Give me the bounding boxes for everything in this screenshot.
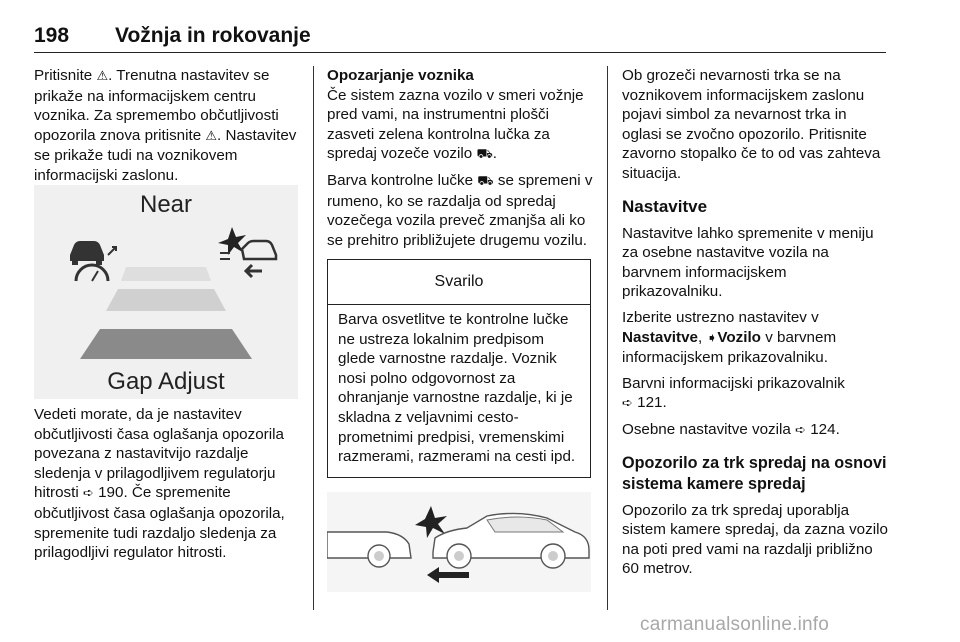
warning-text: Barva osvetlitve te kontrolne lučke ne ustreza lokalnim predpisom glede varnostne razdalje. Voznik nosi polno odgovornost za ohranjanje varnostne razdalje, ki je skladna z veljavnimi cesto-prometnimi predpisi, vremenskimi razmerami, razmerami na cesti ipd. xyxy=(338,311,576,466)
page-reference-icon: ➪ xyxy=(82,486,94,502)
paragraph-personal-settings-ref: Osebne nastavitve vozila ➪ 124. xyxy=(622,420,840,438)
paragraph-camera-fcw: Opozorilo za trk spredaj uporablja sistem kamere spredaj, da zazna vozilo na poti pred vami na razdalji približno 60 metrov. xyxy=(622,501,888,578)
column-2 xyxy=(327,66,593,256)
warning-title: Svarilo xyxy=(328,260,590,305)
menu-arrow-icon: ➧ xyxy=(706,330,718,346)
gap-adjust-illustration xyxy=(34,185,298,399)
column-divider-2 xyxy=(607,66,608,610)
watermark: carmanualsonline.info xyxy=(640,614,830,635)
paragraph-select-setting: Izberite ustrezno nastavitev v Nastavitve, ➧Vozilo v barvnem informacijskem prikazovalniku. xyxy=(622,308,837,367)
distance-bar-medium xyxy=(106,289,226,311)
page-reference[interactable]: 121 xyxy=(637,394,663,412)
figure-label-gap-adjust: Gap Adjust xyxy=(107,368,225,395)
column-1-lower xyxy=(34,405,300,569)
column-divider-1 xyxy=(313,66,314,610)
paragraph-acc-link: Vedeti morate, da je nastavitev občutljivosti časa oglašanja opozorila povezana z nastavitvijo razdalje sledenja v prilagodljivem regulatorju hitrosti ➪ 190. Če spremenite občutljivost časa oglašanja opozorila, spremenite tudi razdaljo sledenja za prilagodljivi regulator hitrosti. xyxy=(34,406,285,562)
collision-illustration xyxy=(327,492,591,592)
section-heading-settings: Nastavitve xyxy=(622,196,708,216)
page-header xyxy=(34,24,886,52)
page-reference-icon: ➪ xyxy=(795,422,806,438)
column-1 xyxy=(34,66,300,192)
gap-button-icon: ⚠ xyxy=(96,69,109,84)
vehicle-ahead-icon: ⛟ xyxy=(476,147,493,163)
paragraph-collision-alert: Ob grozeči nevarnosti trka se na voznikovem informacijskem zaslonu pojavi simbol za nevarnost trka in oglasi se zvočno opozorilo. Pritisnite zavorno stopalko če to od vas zahteva situacija. xyxy=(622,67,881,182)
gap-button-icon: ⚠ xyxy=(205,128,218,144)
page-reference[interactable]: 190 xyxy=(98,484,124,502)
column-3 xyxy=(622,66,888,585)
header-rule xyxy=(34,52,886,53)
collision-illustration-figure xyxy=(327,492,591,592)
distance-bar-near xyxy=(121,267,211,281)
warning-box xyxy=(327,259,591,478)
paragraph-indicator-colour: Barva kontrolne lučke ⛟ se spremeni v rumeno, ko se razdalja od spredaj vozečega vozila preveč zmanjša ali ko se prehitro približujete drugemu vozilu. xyxy=(327,171,593,249)
page-number: 198 xyxy=(34,24,70,47)
paragraph-gap-button: Pritisnite ⚠. Trenutna nastavitev se prikaže na informacijskem centru voznika. Za spremembo občutljivosti opozorila znova pritisnite ⚠. Nastavitev se prikaže tudi na voznikovem informacijski zaslonu. xyxy=(34,67,297,184)
gap-adjust-display-figure xyxy=(34,185,298,399)
paragraph-settings: Nastavitve lahko spremenite v meniju za osebne nastavitve vozila na barvnem informacijskem prikazovalniku. xyxy=(622,224,874,301)
section-heading-driver-alert: Opozarjanje voznika xyxy=(327,67,474,84)
paragraph-colour-display-ref: Barvni informacijski prikazovalnik ➪ 121. xyxy=(622,374,845,412)
distance-bar-far xyxy=(80,329,252,359)
page-reference-icon: ➪ xyxy=(622,396,633,412)
chapter-title: Vožnja in rokovanje xyxy=(115,24,311,47)
menu-item-settings: Nastavitve xyxy=(622,328,698,346)
figure-label-near: Near xyxy=(139,191,193,218)
paragraph-indicator: Če sistem zazna vozilo v smeri vožnje pred vami, na instrumentni plošči zasveti zelena kontrolna lučka za spredaj vozeče vozilo ⛟. xyxy=(327,86,584,163)
section-heading-camera-fcw: Opozorilo za trk spredaj na osnovi sistema kamere spredaj xyxy=(622,453,887,493)
vehicle-ahead-icon: ⛟ xyxy=(477,173,494,189)
menu-item-vehicle: Vozilo xyxy=(717,328,761,346)
page-reference[interactable]: 124 xyxy=(810,420,836,438)
